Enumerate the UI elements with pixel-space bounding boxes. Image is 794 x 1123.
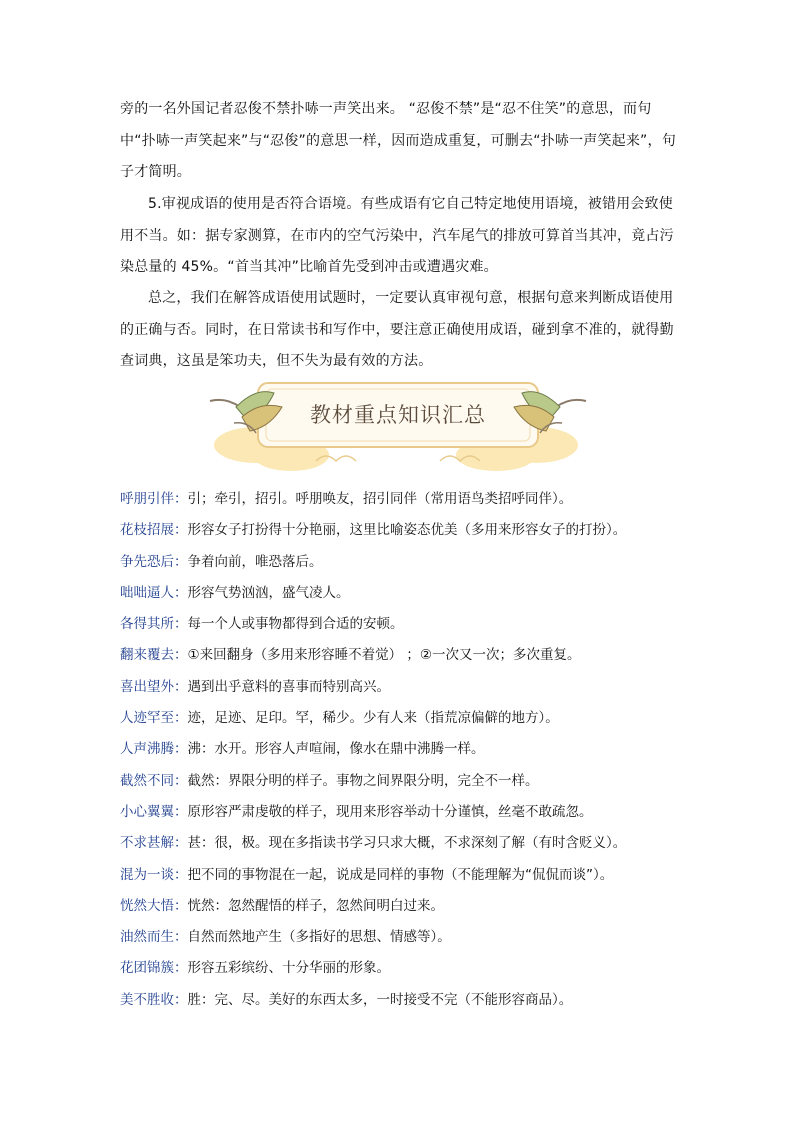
idiom-term: 花团锦簇： (120, 960, 188, 977)
idiom-definition: ①来回翻身（多用来形容睡不着觉） ；②一次又一次；多次重复。 (187, 647, 581, 664)
idiom-term: 截然不同： (120, 772, 188, 789)
idiom-term: 咄咄逼人： (120, 584, 188, 601)
glossary-entry (120, 515, 700, 546)
idiom-definition: 原形容严肃虔敬的样子，现用来形容举动十分谨慎，丝毫不敢疏忽。 (187, 803, 593, 820)
idiom-term: 花枝招展： (120, 522, 188, 539)
glossary-entry (120, 609, 700, 640)
idiom-definition: 恍然：忽然醒悟的样子，忽然间明白过来。 (187, 897, 444, 914)
glossary-entry (120, 672, 700, 703)
paragraph-context-usage: 5.审视成语的使用是否符合语境。有些成语有它自己特定地使用语境，被错用会致使用不当。如：据专家测算，在市内的空气污染中，汽车尾气的排放可算首当其冲，竟占污染总量的 45%。“首当其冲”比喻首先受到冲击或遭遇灾难。 (120, 196, 674, 275)
idiom-definition: 形容女子打扮得十分艳丽，这里比喻姿态优美（多用来形容女子的打扮）。 (187, 522, 627, 539)
glossary-entry (120, 734, 700, 765)
section-banner (196, 377, 600, 477)
idiom-definition: 引；牵引，招引。呼朋唤友，招引同伴（常用语鸟类招呼同伴）。 (187, 491, 573, 507)
idiom-term: 小心翼翼： (120, 803, 188, 820)
glossary-entry (120, 797, 700, 828)
banner-title: 教材重点知识汇总 (310, 403, 486, 427)
glossary-entry (120, 640, 700, 671)
idiom-term: 喜出望外： (120, 678, 188, 695)
idiom-definition: 截然：界限分明的样子。事物之间界限分明，完全不一样。 (187, 772, 539, 789)
glossary-entry (120, 985, 700, 1016)
idiom-term: 油然而生： (120, 929, 188, 946)
glossary-entry (120, 703, 700, 734)
idiom-definition: 自然而然地产生（多指好的思想、情感等）。 (187, 929, 451, 946)
glossary-entry (120, 891, 700, 922)
idiom-definition: 甚：很，极。现在多指读书学习只求大概，不求深刻了解（有时含贬义）。 (187, 835, 627, 852)
glossary-entry (120, 547, 700, 578)
idiom-term: 不求甚解： (120, 835, 188, 852)
idiom-term: 人迹罕至： (120, 710, 188, 727)
idiom-term: 各得其所： (120, 616, 188, 633)
glossary-entry (120, 922, 700, 953)
idiom-definition: 形容五彩缤纷、十分华丽的形象。 (187, 960, 390, 977)
idiom-definition: 沸：水开。形容人声喧闹，像水在鼎中沸腾一样。 (187, 741, 485, 758)
glossary-entry (120, 484, 700, 515)
idiom-definition: 形容气势汹汹，盛气凌人。 (187, 584, 350, 601)
idiom-definition: 迹，足迹、足印。罕，稀少。少有人来（指荒凉偏僻的地方）。 (187, 710, 559, 727)
idiom-term: 呼朋引伴： (120, 491, 188, 507)
idiom-term: 混为一谈： (120, 866, 188, 883)
idiom-definition: 每一个人或事物都得到合适的安顿。 (187, 616, 404, 633)
glossary-entry (120, 578, 700, 609)
paragraph-continuation: 旁的一名外国记者忍俊不禁扑哧一声笑出来。 “忍俊不禁”是“忍不住笑”的意思，而句中“扑哧一声笑起来”与“忍俊”的意思一样，因而造成重复，可删去“扑哧一声笑起来”，句子才简明。 (120, 101, 676, 180)
idiom-definition: 胜：完、尽。美好的东西太多，一时接受不完（不能形容商品）。 (187, 991, 573, 1008)
glossary-entry (120, 953, 700, 984)
idiom-term: 人声沸腾： (120, 741, 188, 758)
idiom-glossary (120, 484, 700, 1016)
idiom-term: 争先恐后： (120, 553, 188, 570)
paragraph-summary: 总之，我们在解答成语使用试题时，一定要认真审视句意，根据句意来判断成语使用的正确与否。同时，在日常读书和写作中，要注意正确使用成语，碰到拿不准的，就得勤查词典，这虽是笨功夫，但不失为最有效的方法。 (120, 290, 674, 369)
idiom-term: 恍然大悟： (120, 897, 188, 914)
idiom-definition: 争着向前，唯恐落后。 (187, 553, 323, 570)
idiom-term: 翻来覆去： (120, 647, 188, 664)
glossary-entry (120, 860, 700, 891)
idiom-definition: 把不同的事物混在一起，说成是同样的事物（不能理解为“侃侃而谈”）。 (187, 866, 614, 883)
glossary-entry (120, 766, 700, 797)
idiom-definition: 遇到出乎意料的喜事而特别高兴。 (187, 678, 390, 695)
idiom-term: 美不胜收： (120, 991, 188, 1008)
glossary-entry (120, 828, 700, 859)
